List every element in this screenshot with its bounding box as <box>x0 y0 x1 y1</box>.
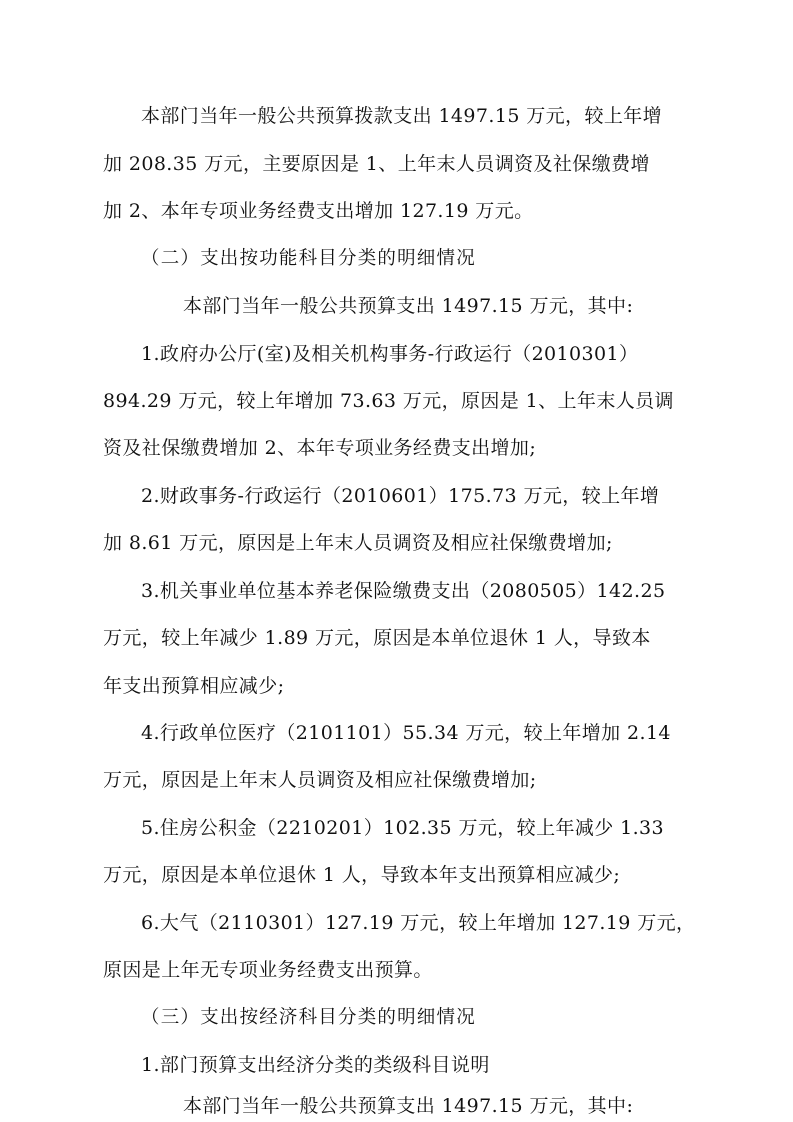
paragraph-line: 本部门当年一般公共预算支出 1497.15 万元，其中: <box>183 1095 634 1117</box>
paragraph-line: 万元，原因是本单位退休 1 人，导致本年支出预算相应减少; <box>103 864 621 886</box>
paragraph-line: 万元，原因是上年末人员调资及相应社保缴费增加; <box>103 769 537 791</box>
paragraph-line: 4.行政单位医疗（2101101）55.34 万元，较上年增加 2.14 <box>141 722 671 744</box>
paragraph-line: 加 2、本年专项业务经费支出增加 127.19 万元。 <box>103 200 534 222</box>
section-heading: （三）支出按经济科目分类的明细情况 <box>141 1007 476 1028</box>
paragraph-line: 加 208.35 万元，主要原因是 1、上年末人员调资及社保缴费增 <box>103 153 650 175</box>
paragraph-line: 万元，较上年减少 1.89 万元，原因是本单位退休 1 人，导致本 <box>103 627 651 649</box>
paragraph-line: 本部门当年一般公共预算支出 1497.15 万元，其中: <box>183 295 634 317</box>
paragraph-line: 2.财政事务-行政运行（2010601）175.73 万元，较上年增 <box>141 485 660 507</box>
paragraph-line: 3.机关事业单位基本养老保险缴费支出（2080505）142.25 <box>141 580 666 602</box>
paragraph-line: 加 8.61 万元，原因是上年末人员调资及相应社保缴费增加; <box>103 532 613 554</box>
paragraph-line: 原因是上年无专项业务经费支出预算。 <box>103 959 433 981</box>
paragraph-line: 1.部门预算支出经济分类的类级科目说明 <box>141 1054 490 1076</box>
paragraph-line: 资及社保缴费增加 2、本年专项业务经费支出增加; <box>103 437 537 459</box>
paragraph-line: 1.政府办公厅(室)及相关机构事务-行政运行（2010301） <box>141 343 639 365</box>
paragraph-line: 本部门当年一般公共预算拨款支出 1497.15 万元，较上年增 <box>141 105 663 127</box>
paragraph-line: 6.大气（2110301）127.19 万元，较上年增加 127.19 万元， <box>141 912 696 934</box>
paragraph-line: 894.29 万元，较上年增加 73.63 万元，原因是 1、上年末人员调 <box>103 390 674 412</box>
paragraph-line: 5.住房公积金（2210201）102.35 万元，较上年减少 1.33 <box>141 817 665 839</box>
section-heading: （二）支出按功能科目分类的明细情况 <box>141 248 476 269</box>
paragraph-line: 年支出预算相应减少; <box>103 675 285 697</box>
